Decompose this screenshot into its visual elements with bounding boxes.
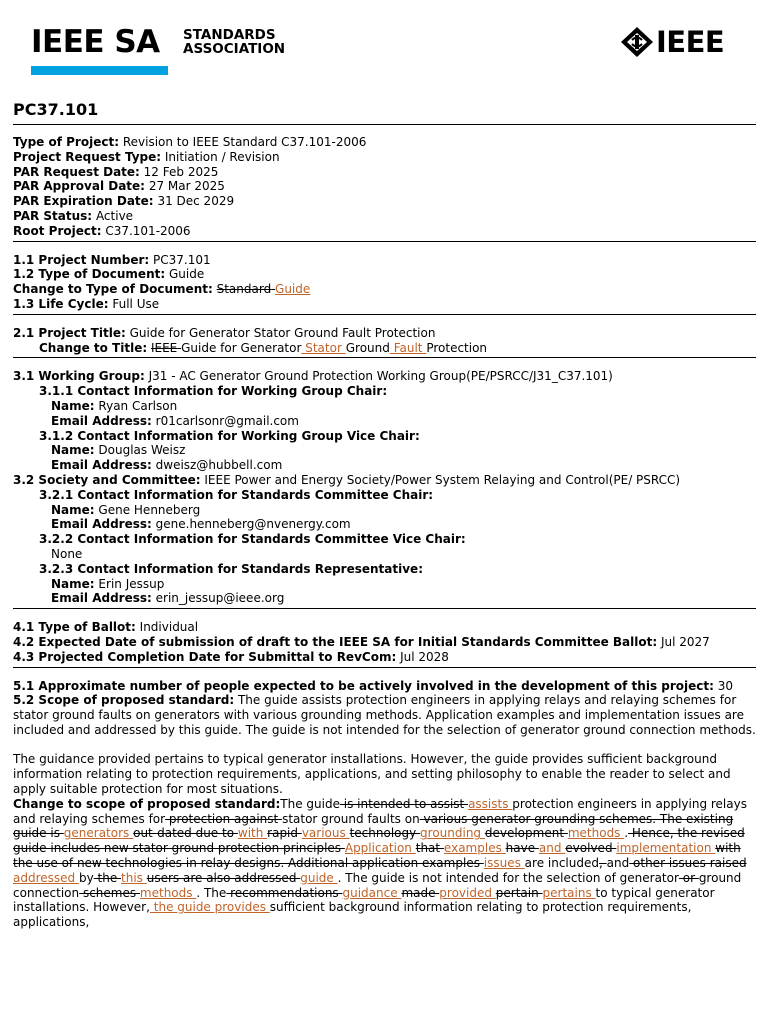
deleted-text: have (505, 841, 539, 856)
deleted-text: technology (349, 826, 421, 841)
divider (13, 667, 756, 668)
project-info-row: Root Project: C37.101-2006 (13, 223, 191, 238)
deleted-text: out-dated due to (133, 826, 238, 841)
deleted-text: Hence, the revised guide includes new stator ground protection principles (13, 826, 745, 856)
scope-text-segment: . The guide is not intended for the selection of generator (337, 870, 679, 885)
inserted-text: methods (139, 885, 197, 900)
section-1: 1.1 Project Number: PC37.101 1.2 Type of Document: Guide Change to Type of Document: Standard Guide 1.3 Life Cycle: Full Use (13, 252, 311, 311)
par-document (13, 100, 756, 932)
deleted-text: protection against (165, 811, 283, 826)
section-4: 4.1 Type of Ballot: Individual 4.2 Expected Date of submission of draft to the IEEE SA for Initial Standards Committee Ballot: Jul 2027 4.3 Projected Completion Date for Submittal to RevCom: Jul 2028 (13, 620, 710, 664)
inserted-text: assists (468, 796, 513, 811)
inserted-text: with (237, 826, 268, 841)
scope-text-segment: ground connection (13, 870, 742, 900)
sa-logo-main: IEEE SA (31, 24, 160, 60)
scope-text-segment: . (624, 826, 629, 841)
section-2: 2.1 Project Title: Guide for Generator Stator Ground Fault Protection Change to Title: IEEE Guide for Generator Stator Ground Fault Protection (13, 319, 756, 358)
inserted-text: Guide (275, 282, 311, 297)
sc-chair-name: Gene Henneberg (98, 502, 201, 517)
page-title: PC37.101 (13, 100, 99, 119)
ieee-wordmark: IEEE (656, 25, 725, 59)
inserted-text: issues (483, 856, 525, 871)
scope-text-segment: by (78, 870, 94, 885)
deleted-text: pertain (495, 885, 543, 900)
inserted-text: examples (443, 841, 506, 856)
change-to-scope-body (13, 797, 747, 929)
deleted-text: IEEE (150, 340, 178, 355)
divider (13, 124, 756, 125)
inserted-text: Stator (305, 340, 342, 355)
scope-paragraph-2: The guidance provided pertains to typical generator installations. However, the guide provides sufficient background information relating to protection requirements, applications, and setting philosophy to enable the reader to select and apply suitable protection for most situations. (13, 752, 731, 797)
inserted-text: methods (567, 826, 625, 841)
header (0, 0, 768, 96)
section-5: 5.1 Approximate number of people expected to be actively involved in the development of this project: 30 5.2 Scope of proposed standard: The guide assists protection engineers in applying relays and relaying schemes for stator ground faults on generators with various grounding methods. Application examples and implementation issues are included and addressed by this guide. The guide is not intended for the selection of generator ground connection methods. The guidance provided pertains to typical generator installations. However, the guide provides sufficient background information relating to protection requirements, applications, and setting philosophy to enable the reader to select and apply suitable protection for most situations. Change to scope of proposed standard:The guide is intended to assist assists protection engineers in applying relays and relaying schemes for protection against stator ground faults on various generator grounding schemes. The existing guide is generators out-dated due to with rapid various technology grounding development methods . Hence, the revised guide includes new stator ground protection principles Application that examples have and evolved implementation with the use of new technologies in relay designs. Additional application examples issues are included, and other issues raised addressed by the this users are also addressed guide . The guide is not intended for the selection of generator or ground connection schemes methods . The recommendations guidance made provided pertain pertains to typical generator installations. However, the guide provides sufficient background information relating to protection requirements, applications, (13, 678, 756, 930)
inserted-text: provided (439, 885, 496, 900)
project-info-row: PAR Request Date: 12 Feb 2025 (13, 164, 219, 179)
deleted-text: other issues raised (629, 856, 747, 871)
rep-email[interactable]: erin_jessup@ieee.org (155, 591, 285, 606)
wg-vice-chair-name: Douglas Weisz (98, 443, 186, 458)
deleted-text: development (484, 826, 568, 841)
project-info-row: PAR Expiration Date: 31 Dec 2029 (13, 194, 235, 209)
deleted-text: users are also addressed (146, 870, 301, 885)
deleted-text: , (599, 856, 607, 871)
scope-text-segment: The guide (280, 796, 340, 811)
inserted-text: grounding (420, 826, 485, 841)
divider (13, 314, 756, 315)
deleted-text: recommendations (226, 885, 343, 900)
deleted-text: rapid (267, 826, 302, 841)
scope-text: The guide assists protection engineers in applying relays and relaying schemes for stator ground faults on generators with various grounding methods. Application examples and implementation issues are included and addressed by this guide. The guide is not intended for the selection of generator ground connection methods. (13, 693, 756, 737)
scope-text-segment: . The (196, 885, 227, 900)
project-info-row: Type of Project: Revision to IEEE Standard C37.101-2006 (13, 135, 367, 149)
sc-chair-email[interactable]: gene.henneberg@nvenergy.com (155, 517, 351, 532)
section-3: 3.1 Working Group: J31 - AC Generator Ground Protection Working Group(PE/PSRCC/J31_C37.101) 3.1.1 Contact Information for Working Group Chair: Name: Ryan Carlson Email Address: r01carlsonr@gmail.com 3.1.2 Contact Information for Working Group Vice Chair: Name: Douglas Weisz Email Address: dweisz@hubbell.com 3.2 Society and Committee: IEEE Power and Energy Society/Power System Relaying and Control(PE/ PSRCC) 3.2.1 Contact Information for Standards Committee Chair: Name: Gene Henneberg Email Address: gene.henneberg@nvenergy.com 3.2.2 Contact Information for Standards Committee Vice Chair: None 3.2.3 Contact Information for Standards Representative: Name: Erin Jessup Email Address: erin_jessup@ieee.org (13, 362, 756, 608)
scope-text-segment: sufficient background information relating to protection requirements, applications, (13, 900, 692, 930)
deleted-text: that (415, 841, 444, 856)
divider (13, 357, 756, 358)
wg-chair-name: Ryan Carlson (98, 398, 178, 413)
sc-vice-chair-value: None (51, 546, 83, 561)
sa-logo-sub-line1: STANDARDS (183, 27, 276, 43)
project-info-row: PAR Status: Active (13, 208, 134, 223)
ballot-type: Individual (139, 620, 199, 635)
draft-date: Jul 2027 (660, 634, 710, 649)
change-to-title: Change to Title: IEEE Guide for Generator Stator Ground Fault Protection (39, 340, 488, 355)
people-count: 30 (717, 678, 734, 693)
ieee-diamond-icon (620, 26, 654, 58)
scope-text-segment: protection engineers in applying relays and relaying schemes for (13, 796, 747, 826)
society-committee: IEEE Power and Energy Society/Power System Relaying and Control(PE/ PSRCC) (204, 472, 681, 487)
deleted-text: various generator grounding schemes. The existing guide is (13, 811, 734, 841)
deleted-text: made (401, 885, 440, 900)
deleted-text: with the use of new technologies in relay designs. Additional application examples (13, 841, 741, 871)
inserted-text: guide (300, 870, 338, 885)
inserted-text: addressed (13, 870, 79, 885)
scope-text-segment: are included (524, 856, 599, 871)
project-info-row: Project Request Type: Initiation / Revision (13, 149, 280, 164)
wg-chair-email[interactable]: r01carlsonr@gmail.com (155, 413, 299, 428)
inserted-text: generators (63, 826, 134, 841)
inserted-text: Fault (393, 340, 423, 355)
inserted-text: this (121, 870, 147, 885)
inserted-text: the guide provides (149, 900, 270, 915)
completion-date: Jul 2028 (400, 649, 449, 664)
deleted-text: or (678, 870, 699, 885)
inserted-text: implementation (616, 841, 716, 856)
wg-vice-chair-email[interactable]: dweisz@hubbell.com (155, 458, 283, 473)
sa-logo-sub (183, 28, 313, 56)
deleted-text: the (93, 870, 122, 885)
divider (13, 608, 756, 609)
inserted-text: and (538, 841, 566, 856)
inserted-text: various (301, 826, 350, 841)
project-info-row: PAR Approval Date: 27 Mar 2025 (13, 179, 225, 194)
change-to-scope: Change to scope of proposed standard:The guide is intended to assist assists protection engineers in applying relays and relaying schemes for protection against stator ground faults on various generator grounding schemes. The existing guide is generators out-dated due to with rapid various technology grounding development methods . Hence, the revised guide includes new stator ground protection principles Application that examples have and evolved implementation with the use of new technologies in relay designs. Additional application examples issues are included, and other issues raised addressed by the this users are also addressed guide . The guide is not intended for the selection of generator or ground connection schemes methods . The recommendations guidance made provided pertain pertains to typical generator installations. However, the guide provides sufficient background information relating to protection requirements, applications, (13, 796, 747, 930)
working-group: J31 - AC Generator Ground Protection Working Group(PE/PSRCC/J31_C37.101) (148, 369, 613, 384)
deleted-text: Standard (216, 282, 272, 297)
inserted-text: pertains (542, 885, 596, 900)
inserted-text: guidance (342, 885, 402, 900)
project-title: Guide for Generator Stator Ground Fault Protection (129, 325, 436, 340)
rep-name: Erin Jessup (98, 576, 165, 591)
document-type: Guide (168, 267, 205, 282)
scope-text-segment: stator ground faults on (282, 811, 420, 826)
deleted-text: schemes (79, 885, 140, 900)
ieee-logo[interactable] (620, 26, 740, 58)
scope-text-segment: to typical generator installations. However, (13, 885, 715, 915)
sa-logo-sub-line2: ASSOCIATION (183, 41, 286, 57)
life-cycle: Full Use (112, 296, 160, 311)
deleted-text: is intended to assist (339, 796, 469, 811)
scope-text-segment: and (606, 856, 630, 871)
project-number: PC37.101 (153, 252, 211, 267)
project-info-section (13, 129, 756, 241)
sa-logo-bar (31, 66, 168, 75)
deleted-text: evolved (565, 841, 617, 856)
inserted-text: Application (344, 841, 416, 856)
divider (13, 241, 756, 242)
